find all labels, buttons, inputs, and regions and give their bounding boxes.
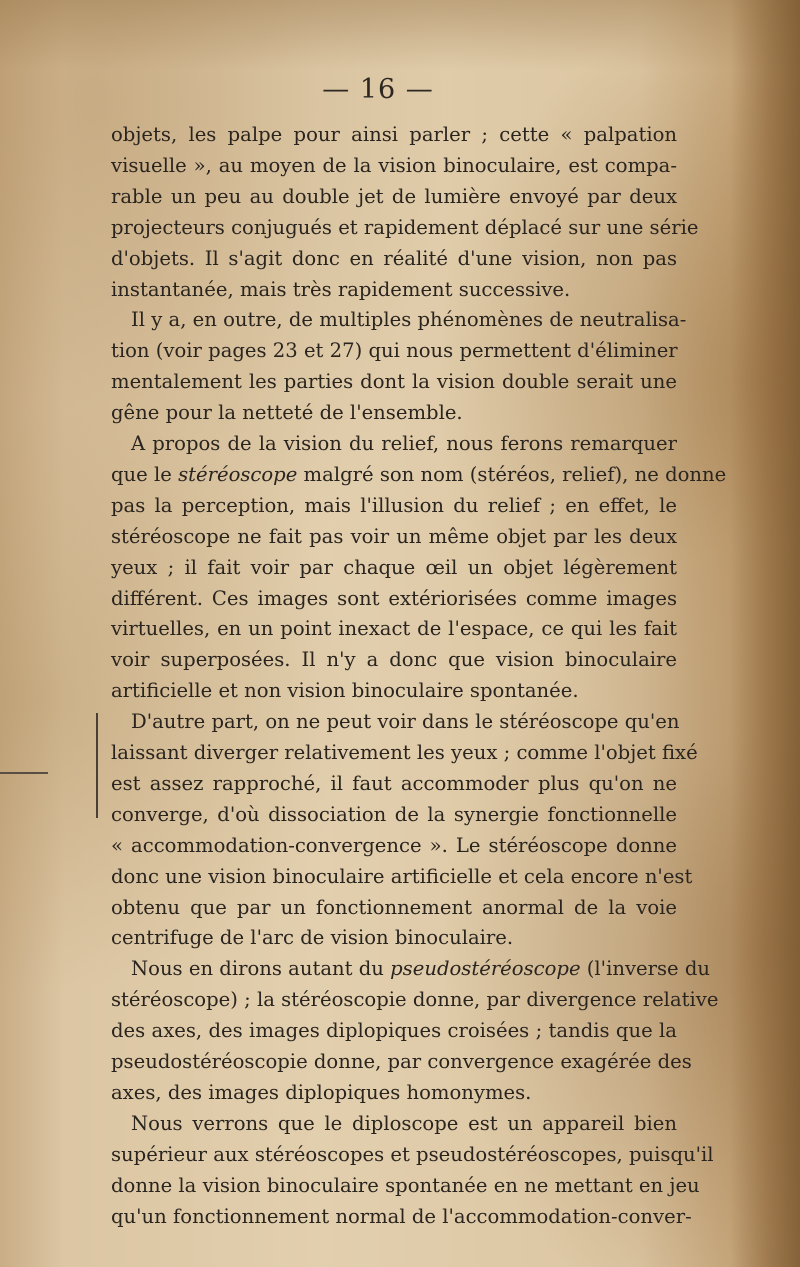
text-line: axes, des images diplopiques homonymes. — [111, 1080, 532, 1104]
emphasis-pseudostereoscope: pseudostéréoscope — [390, 957, 581, 981]
text-line: rable un peu au double jet de lumière envoyé par deux — [111, 184, 677, 208]
text-line: tion (voir pages 23 et 27) qui nous permettent d'éliminer — [111, 339, 678, 363]
text-line: pseudostéréoscopie donne, par convergence exagérée des — [111, 1050, 692, 1073]
text-line: qu'un fonctionnement normal de l'accommodation-conver- — [111, 1204, 692, 1228]
text-line: voir superposées. Il n'y a donc que vision binoculaire — [111, 648, 677, 672]
text-line: Nous verrons que le diploscope est un appareil bien — [131, 1111, 677, 1135]
page-number: — 16 — — [322, 74, 434, 105]
text-line: laissant diverger relativement les yeux ; comme l'objet fixé — [111, 741, 698, 764]
text-line: D'autre part, on ne peut voir dans le stéréoscope qu'en — [131, 710, 680, 734]
text-line: différent. Ces images sont extériorisées comme images — [111, 586, 677, 610]
text-line: converge, d'où dissociation de la synergie fonctionnelle — [111, 802, 677, 826]
text-line: visuelle », au moyen de la vision binoculaire, est compa- — [111, 153, 677, 177]
margin-bracket-mark — [96, 713, 98, 818]
text-line: yeux ; il fait voir par chaque œil un objet légèrement — [111, 555, 677, 579]
text-line: A propos de la vision du relief, nous ferons remarquer — [131, 432, 677, 455]
text-line: artificielle et non vision binoculaire spontanée. — [111, 679, 579, 703]
text-line: mentalement les parties dont la vision double serait une — [111, 370, 677, 394]
text-line: stéréoscope) ; la stéréoscopie donne, par divergence relative — [111, 988, 719, 1012]
text-line: obtenu que par un fonctionnement anormal de la voie — [111, 895, 677, 919]
emphasis-stereoscope: stéréoscope — [178, 462, 298, 486]
text-line: stéréoscope ne fait pas voir un même objet par les deux — [111, 524, 677, 548]
text-line: Il y a, en outre, de multiples phénomènes de neutralisa- — [131, 308, 687, 332]
text-line: donc une vision binoculaire artificielle et cela encore n'est — [111, 864, 693, 888]
text-line: gêne pour la netteté de l'ensemble. — [111, 401, 463, 425]
text-line: est assez rapproché, il faut accommoder plus qu'on ne — [111, 771, 677, 795]
text-line: centrifuge de l'arc de vision binoculaire. — [111, 926, 514, 950]
margin-dash-mark — [0, 772, 48, 774]
text-line: instantanée, mais très rapidement successive. — [111, 277, 571, 301]
text-line: objets, les palpe pour ainsi parler ; cette « palpation — [111, 123, 677, 146]
text-line: que le stéréoscope malgré son nom (stéréos, relief), ne donne — [111, 462, 727, 486]
text-line: des axes, des images diplopiques croisées ; tandis que la — [111, 1019, 677, 1043]
text-line: « accommodation-convergence ». Le stéréoscope donne — [111, 833, 677, 857]
text-line: virtuelles, en un point inexact de l'espace, ce qui les fait — [111, 617, 677, 641]
text-line: Nous en dirons autant du pseudostéréoscope (l'inverse du — [131, 957, 711, 981]
text-line: supérieur aux stéréoscopes et pseudostéréoscopes, puisqu'il — [111, 1142, 714, 1166]
text-line: projecteurs conjugués et rapidement déplacé sur une série — [111, 215, 699, 239]
text-line: donne la vision binoculaire spontanée en ne mettant en jeu — [111, 1173, 700, 1197]
page-binding-edge — [730, 0, 800, 1267]
page-shadow-top — [0, 0, 800, 70]
text-line: pas la perception, mais l'illusion du relief ; en effet, le — [111, 493, 677, 517]
text-line: d'objets. Il s'agit donc en réalité d'une vision, non pas — [111, 246, 677, 270]
